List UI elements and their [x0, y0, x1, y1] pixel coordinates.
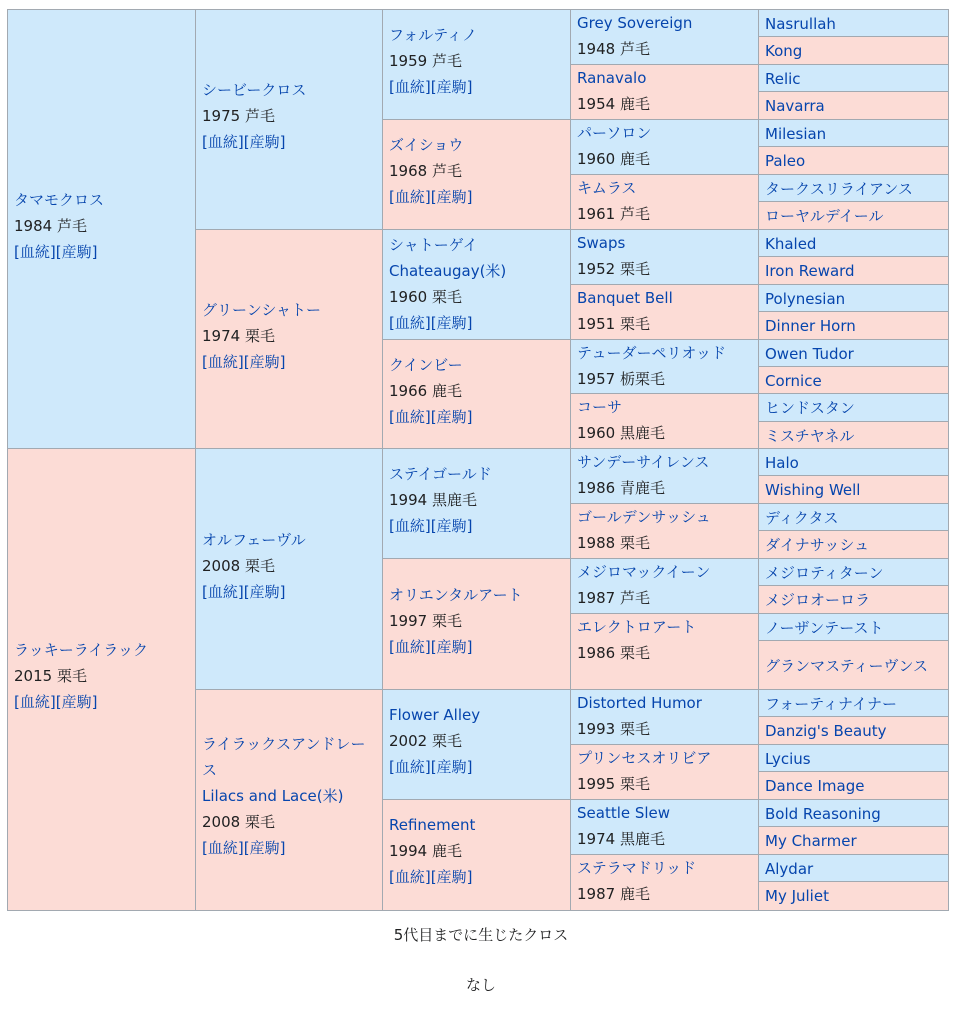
pedigree-cell-gen4	[571, 394, 759, 449]
cell-content	[765, 563, 884, 583]
horse-links	[389, 634, 565, 660]
cell-content	[765, 151, 805, 171]
pedigree-cell-gen5	[759, 340, 948, 367]
horse-links	[389, 74, 565, 100]
cell-content	[389, 702, 565, 780]
cell-content	[765, 14, 836, 34]
offspring-link[interactable]: [産駒]	[430, 314, 473, 332]
horse-name-link[interactable]: Wishing Well	[765, 481, 861, 499]
cell-content	[765, 426, 854, 446]
pedigree-cell-gen3	[383, 120, 571, 230]
horse-links	[389, 513, 565, 539]
pedigree-cell-gen5	[759, 120, 948, 147]
pedigree-link[interactable]: [血統]	[389, 868, 431, 886]
pedigree-cell-gen3	[383, 230, 571, 340]
horse-links	[202, 835, 377, 861]
pedigree-cell-gen5	[759, 745, 948, 772]
cell-content	[765, 179, 913, 199]
horse-links	[389, 310, 565, 336]
cell-content	[765, 289, 845, 309]
horse-name-link[interactable]: ステラマドリッド	[577, 859, 697, 877]
horse-info: 1960 栗毛	[389, 288, 462, 306]
pedigree-link[interactable]: [血統]	[389, 314, 431, 332]
horse-name-link[interactable]: ラッキーライラック	[14, 641, 148, 659]
horse-name-link[interactable]: プリンセスオリビア	[577, 749, 712, 767]
cell-content	[765, 480, 860, 500]
horse-name-link[interactable]: サンデーサイレンス	[577, 453, 710, 471]
horse-name-link[interactable]: Cornice	[765, 371, 822, 390]
cell-content	[577, 120, 753, 172]
horse-name-link[interactable]: Nasrullah	[765, 14, 836, 33]
horse-name-link[interactable]: Milesian	[765, 124, 827, 143]
pedigree-cell-gen5	[759, 449, 948, 476]
horse-links	[389, 754, 565, 780]
horse-info: 2008 栗毛	[202, 813, 275, 831]
cell-content	[765, 234, 816, 254]
horse-info: 2015 栗毛	[14, 667, 87, 685]
horse-name-link[interactable]: Navarra	[765, 97, 825, 115]
cell-content	[202, 77, 377, 155]
horse-name-link[interactable]: Alydar	[765, 859, 814, 878]
pedigree-cell-gen4	[571, 800, 759, 855]
pedigree-cell-gen4	[571, 10, 759, 65]
horse-links	[14, 689, 190, 715]
pedigree-cell-gen1	[8, 10, 196, 449]
pedigree-cell-gen5	[759, 855, 948, 882]
horse-links	[202, 129, 377, 155]
horse-name-link[interactable]: Bold Reasoning	[765, 804, 881, 823]
pedigree-cell-gen5	[759, 690, 948, 717]
horse-name-link[interactable]: Paleo	[765, 152, 806, 170]
pedigree-cell-gen5	[759, 717, 948, 745]
horse-info: 1974 黒鹿毛	[577, 830, 665, 848]
horse-name-link[interactable]: ステイゴールド	[389, 465, 492, 483]
horse-info: 1994 黒鹿毛	[389, 491, 477, 509]
cell-content	[765, 41, 802, 61]
horse-info: 1995 栗毛	[577, 775, 650, 793]
cell-content	[577, 285, 753, 337]
cell-content	[389, 582, 565, 660]
horse-name-link[interactable]: シャトーゲイ	[389, 236, 478, 254]
cell-content	[765, 776, 864, 796]
pedigree-cell-gen5	[759, 800, 948, 827]
pedigree-cell-gen2	[196, 690, 383, 910]
cell-content	[765, 749, 811, 769]
horse-name-link[interactable]: テューダーペリオッド	[577, 344, 726, 362]
horse-name-link[interactable]: Distorted Humor	[577, 694, 702, 712]
cell-content	[202, 527, 377, 605]
cell-content	[765, 371, 822, 391]
horse-name-link[interactable]: フォーティナイナー	[765, 694, 898, 713]
horse-info: 1974 栗毛	[202, 327, 275, 345]
horse-info: 1966 鹿毛	[389, 382, 462, 400]
pedigree-link[interactable]: [血統]	[389, 758, 431, 776]
horse-name-link[interactable]: Iron Reward	[765, 262, 855, 280]
cell-content	[577, 175, 753, 227]
horse-name-link[interactable]: Owen Tudor	[765, 344, 854, 363]
horse-name-link[interactable]: パーソロン	[577, 124, 652, 142]
horse-name-link[interactable]: My Juliet	[765, 887, 829, 905]
cell-content	[577, 65, 753, 117]
cell-content	[389, 461, 565, 539]
horse-info: 1987 鹿毛	[577, 885, 650, 903]
horse-info: 1987 芦毛	[577, 589, 650, 607]
horse-info: 1997 栗毛	[389, 612, 462, 630]
horse-name-link[interactable]: ダイナサッシュ	[765, 536, 870, 554]
cell-content	[765, 886, 829, 906]
pedigree-cell-gen5	[759, 772, 948, 800]
horse-info: 1988 栗毛	[577, 534, 650, 552]
offspring-link[interactable]: [産駒]	[430, 638, 473, 656]
horse-name-link[interactable]: コーサ	[577, 398, 623, 416]
offspring-link[interactable]: [産駒]	[55, 243, 98, 261]
cell-content	[765, 206, 884, 226]
horse-name-link[interactable]: タークスリライアンス	[765, 179, 913, 198]
cell-content	[765, 656, 928, 676]
horse-name-link[interactable]: Seattle Slew	[577, 804, 671, 822]
pedigree-link[interactable]: [血統]	[389, 188, 431, 206]
cell-content	[765, 508, 839, 528]
pedigree-cell-gen4	[571, 855, 759, 910]
pedigree-link[interactable]: [血統]	[389, 638, 431, 656]
cell-content	[765, 69, 801, 89]
pedigree-cell-gen5	[759, 175, 948, 202]
offspring-link[interactable]: [産駒]	[430, 868, 473, 886]
cell-content	[389, 232, 565, 336]
horse-name-link[interactable]: エレクトロアート	[577, 618, 697, 636]
cell-content	[14, 637, 190, 715]
horse-name-link[interactable]: フォルティノ	[389, 26, 478, 44]
pedigree-link[interactable]: [血統]	[202, 839, 244, 857]
horse-info: 1968 芦毛	[389, 162, 462, 180]
cell-content	[389, 22, 565, 100]
horse-alt-name-link[interactable]: Chateaugay(米)	[389, 262, 507, 280]
horse-name-link[interactable]: Dance Image	[765, 777, 865, 795]
pedigree-cell-gen5	[759, 641, 948, 690]
horse-name-link[interactable]: オルフェーヴル	[202, 531, 306, 549]
pedigree-cell-gen4	[571, 340, 759, 394]
horse-name-link[interactable]: ディクタス	[765, 508, 839, 527]
horse-name-link[interactable]: ゴールデンサッシュ	[577, 508, 711, 526]
horse-info: 1948 芦毛	[577, 40, 650, 58]
horse-name-link[interactable]: Halo	[765, 453, 799, 472]
horse-links	[389, 404, 565, 430]
cell-content	[577, 614, 753, 666]
pedigree-link[interactable]: [血統]	[389, 408, 431, 426]
offspring-link[interactable]: [産駒]	[243, 583, 286, 601]
pedigree-cell-gen5	[759, 202, 948, 230]
horse-name-link[interactable]: Khaled	[765, 234, 817, 253]
pedigree-cell-gen4	[571, 120, 759, 175]
cell-content	[577, 800, 753, 852]
pedigree-cell-gen5	[759, 504, 948, 531]
pedigree-cell-gen5	[759, 257, 948, 285]
pedigree-cell-gen3	[383, 10, 571, 120]
horse-info: 2002 栗毛	[389, 732, 462, 750]
horse-info: 2008 栗毛	[202, 557, 275, 575]
horse-name-link[interactable]: グリーンシャトー	[202, 301, 322, 319]
horse-name-link[interactable]: Polynesian	[765, 289, 846, 308]
cell-content	[765, 590, 870, 610]
offspring-link[interactable]: [産駒]	[430, 758, 473, 776]
pedigree-cell-gen3	[383, 559, 571, 690]
pedigree-cell-gen4	[571, 745, 759, 800]
offspring-link[interactable]: [産駒]	[243, 353, 286, 371]
pedigree-cell-gen5	[759, 230, 948, 257]
pedigree-link[interactable]: [血統]	[14, 243, 56, 261]
horse-info: 1975 芦毛	[202, 107, 275, 125]
cell-content	[765, 261, 855, 281]
horse-info: 1994 鹿毛	[389, 842, 462, 860]
cell-content	[765, 694, 897, 714]
cell-content	[765, 618, 884, 638]
pedigree-cell-gen2	[196, 230, 383, 449]
pedigree-cell-gen3	[383, 690, 571, 800]
horse-name-link[interactable]: オリエンタルアート	[389, 586, 523, 604]
horse-info: 1986 栗毛	[577, 644, 650, 662]
horse-links	[389, 864, 565, 890]
pedigree-cell-gen4	[571, 230, 759, 285]
horse-name-link[interactable]: Relic	[765, 69, 801, 88]
cell-content	[577, 10, 753, 62]
cell-content	[765, 535, 869, 555]
horse-name-link[interactable]: メジロティターン	[765, 563, 884, 582]
pedigree-link[interactable]: [血統]	[202, 583, 244, 601]
horse-name-link[interactable]: クインビー	[389, 356, 463, 374]
horse-links	[202, 579, 377, 605]
horse-name-link[interactable]: グランマスティーヴンス	[765, 656, 929, 675]
pedigree-cell-gen5	[759, 827, 948, 855]
cell-content	[389, 352, 565, 430]
offspring-link[interactable]: [産駒]	[243, 839, 286, 857]
horse-name-link[interactable]: ズイショウ	[389, 136, 464, 154]
horse-info: 1986 青鹿毛	[577, 479, 665, 497]
horse-name-link[interactable]: Refinement	[389, 816, 476, 834]
horse-info: 1960 鹿毛	[577, 150, 650, 168]
horse-name-link[interactable]: Flower Alley	[389, 706, 481, 724]
pedigree-cell-gen5	[759, 285, 948, 312]
horse-info: 1952 栗毛	[577, 260, 650, 278]
pedigree-table	[8, 10, 948, 910]
cell-content	[765, 721, 887, 741]
horse-name-link[interactable]: タマモクロス	[14, 191, 105, 209]
horse-info: 1984 芦毛	[14, 217, 87, 235]
pedigree-cell-gen3	[383, 800, 571, 910]
cell-content	[577, 559, 753, 611]
cell-content	[577, 690, 753, 742]
horse-info: 1959 芦毛	[389, 52, 462, 70]
pedigree-cell-gen4	[571, 65, 759, 120]
pedigree-link[interactable]: [血統]	[389, 517, 431, 535]
horse-name-link[interactable]: ヒンドスタン	[765, 399, 855, 417]
pedigree-cell-gen5	[759, 614, 948, 641]
horse-name-link[interactable]: ライラックスアンドレース	[202, 735, 366, 779]
offspring-link[interactable]: [産駒]	[55, 693, 98, 711]
cell-content	[765, 124, 826, 144]
cell-content	[765, 398, 855, 418]
horse-name-link[interactable]: キムラス	[577, 179, 637, 197]
horse-name-link[interactable]: Kong	[765, 42, 803, 60]
horse-info: 1960 黒鹿毛	[577, 424, 665, 442]
cell-content	[577, 340, 753, 392]
horse-info: 1993 栗毛	[577, 720, 650, 738]
horse-name-link[interactable]: Grey Sovereign	[577, 14, 693, 32]
cross-title: 5代目までに生じたクロス	[393, 926, 569, 944]
horse-name-link[interactable]: メジロオーロラ	[765, 591, 871, 609]
pedigree-cell-gen1	[8, 449, 196, 910]
pedigree-cell-gen5	[759, 37, 948, 65]
pedigree-cell-gen3	[383, 449, 571, 559]
cross-value: なし	[465, 976, 496, 994]
cell-content	[765, 859, 813, 879]
horse-name-link[interactable]: Ranavalo	[577, 69, 647, 87]
pedigree-cell-gen5	[759, 92, 948, 120]
horse-links	[389, 184, 565, 210]
pedigree-cell-gen5	[759, 367, 948, 394]
offspring-link[interactable]: [産駒]	[430, 188, 473, 206]
horse-name-link[interactable]: Banquet Bell	[577, 289, 673, 307]
pedigree-cell-gen5	[759, 312, 948, 340]
cell-content	[765, 96, 825, 116]
pedigree-cell-gen5	[759, 10, 948, 37]
horse-name-link[interactable]: My Charmer	[765, 832, 857, 850]
pedigree-cell-gen4	[571, 690, 759, 745]
horse-name-link[interactable]: ミスチヤネル	[765, 426, 855, 445]
pedigree-cell-gen3	[383, 340, 571, 449]
horse-info: 1951 栗毛	[577, 315, 650, 333]
horse-links	[14, 239, 190, 265]
pedigree-cell-gen5	[759, 559, 948, 586]
cell-content	[765, 804, 881, 824]
cell-content	[765, 831, 857, 851]
pedigree-cell-gen4	[571, 559, 759, 614]
pedigree-link[interactable]: [血統]	[14, 693, 56, 711]
cell-content	[765, 453, 799, 473]
horse-name-link[interactable]: Danzig's Beauty	[765, 722, 887, 740]
cell-content	[577, 504, 753, 556]
horse-name-link[interactable]: Lycius	[765, 749, 811, 768]
pedigree-cell-gen5	[759, 394, 948, 422]
horse-name-link[interactable]: メジロマックイーン	[577, 563, 711, 581]
horse-info: 1961 芦毛	[577, 205, 650, 223]
offspring-link[interactable]: [産駒]	[430, 517, 473, 535]
pedigree-cell-gen5	[759, 65, 948, 92]
horse-alt-name-link[interactable]: Lilacs and Lace(米)	[202, 787, 344, 805]
cell-content	[577, 855, 753, 907]
pedigree-cell-gen5	[759, 476, 948, 504]
offspring-link[interactable]: [産駒]	[430, 408, 473, 426]
cell-content	[577, 745, 753, 797]
cell-content	[765, 316, 856, 336]
pedigree-cell-gen5	[759, 422, 948, 449]
horse-name-link[interactable]: Swaps	[577, 234, 626, 252]
horse-name-link[interactable]: Dinner Horn	[765, 317, 856, 335]
pedigree-cell-gen5	[759, 882, 948, 910]
cell-content	[202, 297, 377, 375]
pedigree-link[interactable]: [血統]	[202, 353, 244, 371]
horse-name-link[interactable]: シービークロス	[202, 81, 307, 99]
pedigree-cell-gen5	[759, 147, 948, 175]
pedigree-cell-gen4	[571, 285, 759, 340]
offspring-link[interactable]: [産駒]	[430, 78, 473, 96]
pedigree-cell-gen2	[196, 449, 383, 690]
cell-content	[577, 449, 753, 501]
pedigree-cell-gen5	[759, 586, 948, 614]
cell-content	[765, 344, 854, 364]
horse-links	[202, 349, 377, 375]
pedigree-cell-gen4	[571, 175, 759, 230]
pedigree-cell-gen4	[571, 504, 759, 559]
pedigree-cell-gen5	[759, 531, 948, 559]
pedigree-link[interactable]: [血統]	[202, 133, 244, 151]
pedigree-cell-gen4	[571, 614, 759, 690]
cell-content	[389, 812, 565, 890]
horse-name-link[interactable]: ローヤルデイール	[765, 207, 884, 225]
pedigree-cell-gen2	[196, 10, 383, 230]
cell-content	[577, 230, 753, 282]
horse-name-link[interactable]: ノーザンテースト	[765, 618, 884, 637]
cell-content	[14, 187, 190, 265]
cell-content	[202, 731, 377, 861]
horse-info: 1957 栃栗毛	[577, 370, 665, 388]
cell-content	[577, 394, 753, 446]
cell-content	[389, 132, 565, 210]
offspring-link[interactable]: [産駒]	[243, 133, 286, 151]
horse-info: 1954 鹿毛	[577, 95, 650, 113]
pedigree-cell-gen4	[571, 449, 759, 504]
pedigree-link[interactable]: [血統]	[389, 78, 431, 96]
